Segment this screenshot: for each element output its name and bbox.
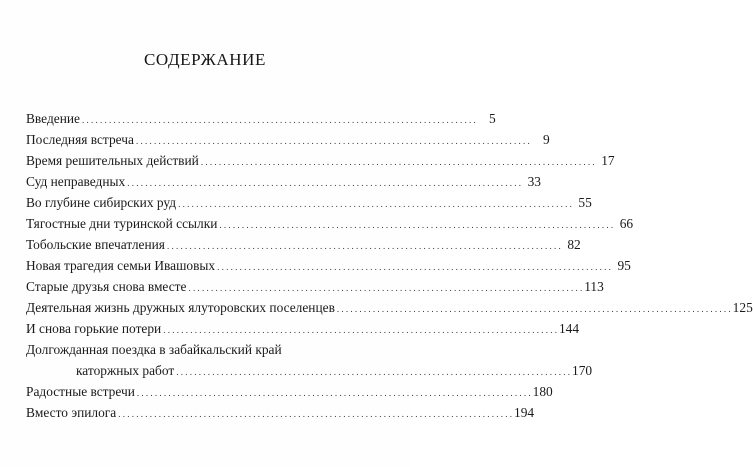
toc-entry-title: Старые друзья снова вместе bbox=[26, 279, 187, 294]
toc-entry-page: 82 bbox=[567, 237, 581, 252]
toc-entry-title-continued: каторжных работ bbox=[76, 363, 175, 378]
leader-dots bbox=[178, 192, 572, 215]
toc-entry-title: Время решительных действий bbox=[26, 153, 199, 168]
toc-entry-page: 66 bbox=[619, 216, 634, 231]
leader-dots bbox=[137, 381, 531, 404]
toc-entry-page: 180 bbox=[532, 384, 553, 399]
toc-entry-title: Новая трагедия семьи Ивашовых bbox=[26, 258, 216, 273]
toc-entry-title: Вместо эпилога bbox=[26, 405, 117, 420]
toc-entry-page: 33 bbox=[527, 174, 541, 189]
leader-dots bbox=[163, 318, 557, 341]
leader-dots bbox=[337, 297, 731, 320]
leader-dots bbox=[167, 234, 561, 257]
toc-entry-page: 95 bbox=[617, 258, 631, 273]
toc-entry-title: Тягостные дни туринской ссылки bbox=[26, 216, 218, 231]
leader-dots bbox=[82, 108, 476, 131]
toc-entry bbox=[26, 318, 580, 339]
toc-entry-title: И снова горькие потери bbox=[26, 321, 162, 336]
toc-entry bbox=[26, 108, 496, 129]
toc-entry-title: Введение bbox=[26, 111, 80, 126]
toc-entry-title: Долгожданная поездка в забайкальский край bbox=[26, 342, 282, 357]
leader-dots bbox=[188, 276, 582, 299]
toc-entry bbox=[26, 402, 535, 423]
toc-entry-page: 9 bbox=[542, 132, 550, 147]
page-title: СОДЕРЖАНИЕ bbox=[143, 50, 267, 69]
toc-entry bbox=[26, 381, 553, 402]
leader-dots bbox=[136, 129, 530, 152]
toc-entry-title: Деятельная жизнь дружных ялуторовских поселенцев bbox=[26, 300, 335, 315]
toc-entry bbox=[26, 255, 631, 276]
toc-entry-page: 170 bbox=[572, 363, 593, 378]
toc-entry bbox=[26, 213, 634, 234]
toc-entry-page: 194 bbox=[514, 405, 535, 420]
toc-entry-page: 55 bbox=[578, 195, 592, 210]
toc-entry bbox=[26, 339, 593, 381]
toc-entry-title: Во глубине сибирских руд bbox=[26, 195, 177, 210]
leader-dots bbox=[176, 360, 570, 383]
toc-entry-title: Радостные встречи bbox=[26, 384, 135, 399]
toc-entry bbox=[26, 171, 541, 192]
toc-entry-title: Суд неправедных bbox=[26, 174, 126, 189]
leader-dots bbox=[127, 171, 521, 194]
toc-entry-title: Тобольские впечатления bbox=[26, 237, 165, 252]
toc-entry-page: 17 bbox=[601, 153, 615, 168]
leader-dots bbox=[201, 150, 595, 173]
table-of-contents bbox=[26, 108, 753, 423]
toc-entry bbox=[26, 192, 592, 213]
toc-entry bbox=[26, 234, 581, 255]
toc-entry bbox=[26, 276, 604, 297]
toc-entry bbox=[26, 297, 753, 318]
leader-dots bbox=[118, 402, 512, 425]
toc-entry-page: 5 bbox=[489, 111, 496, 126]
toc-entry-page: 113 bbox=[584, 279, 604, 294]
toc-entry bbox=[26, 150, 615, 171]
leader-dots bbox=[217, 255, 611, 278]
toc-entry-page: 144 bbox=[558, 321, 580, 336]
leader-dots bbox=[219, 213, 613, 236]
toc-entry bbox=[26, 129, 550, 150]
toc-entry-title: Последняя встреча bbox=[26, 132, 134, 147]
toc-entry-page: 125 bbox=[732, 300, 753, 315]
